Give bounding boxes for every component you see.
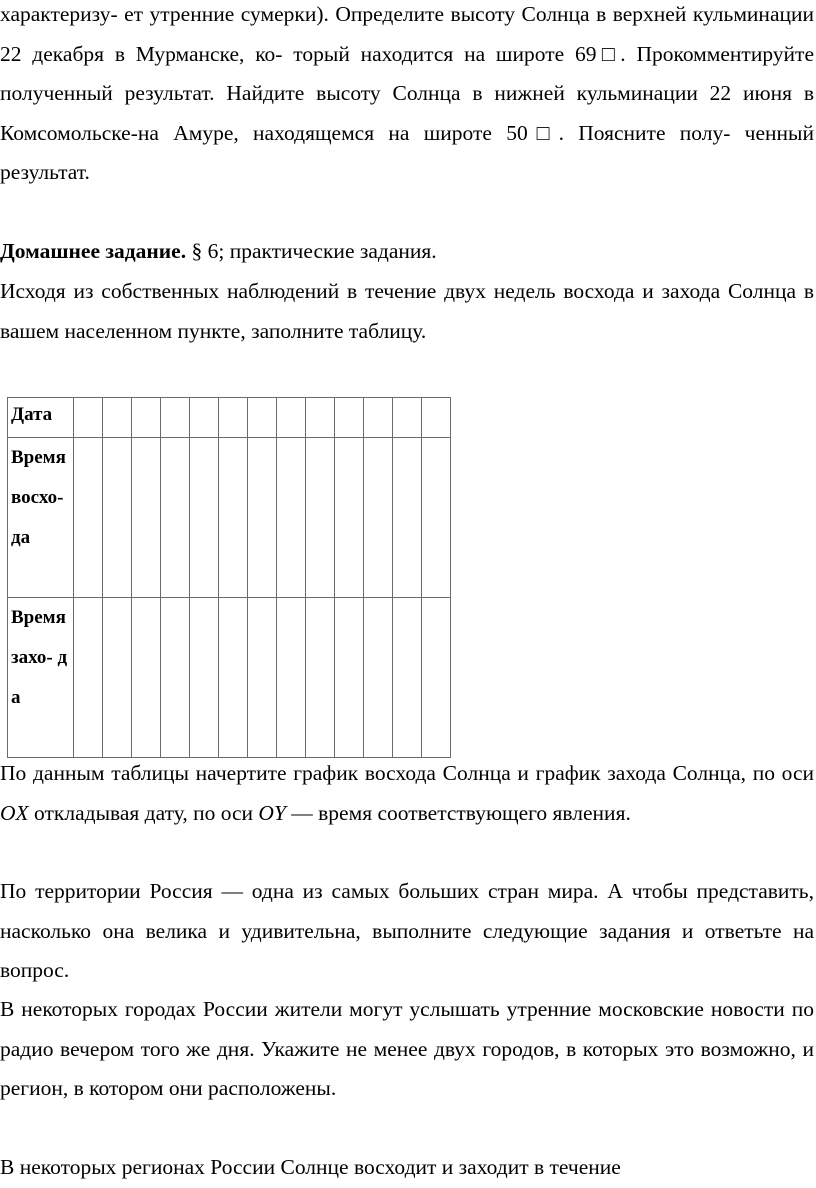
homework-text: § 6; практические задания. [186, 239, 437, 263]
table-cell[interactable] [364, 598, 393, 758]
table-cell[interactable] [190, 598, 219, 758]
table-cell[interactable] [393, 598, 422, 758]
table-row [8, 398, 451, 438]
table-cell[interactable] [103, 598, 132, 758]
table-cell[interactable] [277, 398, 306, 438]
table-cell[interactable] [277, 598, 306, 758]
task-paragraph: характеризу- ет утренние сумерки). Определите высоту Солнца в верхней кульминации 22 декабря в Мурманске, ко- торый находится на широте 69□. Прокомментируйте полученный результат. Найдите высоту Солнца в нижней кульминации 22 июня в Комсомольске-на Амуре, находящемся на широте 50□. Поясните полу- ченный результат. [0, 2, 814, 184]
table-cell[interactable] [277, 438, 306, 598]
graph-text-1: По данным таблицы начертите график восхода Солнца и график захода Солнца, по оси [0, 761, 814, 785]
table-cell[interactable] [422, 438, 451, 598]
axis-oy: OY [258, 800, 286, 825]
instruction-paragraph: Исходя из собственных наблюдений в течение двух недель восхода и захода Солнца в вашем населенном пункте, заполните таблицу. [0, 279, 814, 343]
table-row [8, 598, 451, 758]
table-cell[interactable] [306, 438, 335, 598]
table-cell[interactable] [190, 398, 219, 438]
homework-label: Домашнее задание. [0, 239, 187, 263]
homework-paragraph [0, 232, 816, 272]
table-cell[interactable] [335, 398, 364, 438]
table-cell[interactable] [132, 438, 161, 598]
table-cell[interactable] [103, 398, 132, 438]
table-cell[interactable] [248, 398, 277, 438]
table-cell[interactable] [161, 398, 190, 438]
table-cell[interactable] [132, 598, 161, 758]
table-cell[interactable] [161, 438, 190, 598]
regions-paragraph: В некоторых регионах России Солнце восходит и заходит в течение [0, 1155, 621, 1179]
graph-paragraph [0, 754, 816, 833]
table-cell[interactable] [306, 398, 335, 438]
cities-paragraph: В некоторых городах России жители могут услышать утренние московские новости по радио вечером того же дня. Укажите не менее двух городов, в которых это возможно, и регион, в котором они расположены. [0, 997, 814, 1100]
axis-ox: OX [0, 800, 29, 825]
table-cell[interactable] [248, 598, 277, 758]
table-cell[interactable] [219, 598, 248, 758]
table-cell[interactable] [422, 598, 451, 758]
graph-text-2: откладывая дату, по оси [28, 800, 259, 825]
row-header-date: Дата [8, 398, 74, 438]
table-row [8, 438, 451, 598]
table-cell[interactable] [219, 438, 248, 598]
row-header-sunrise: Время восхо- да [8, 438, 74, 598]
table-cell[interactable] [306, 598, 335, 758]
table-cell[interactable] [393, 438, 422, 598]
table-cell[interactable] [74, 398, 103, 438]
table-cell[interactable] [74, 598, 103, 758]
table-cell[interactable] [364, 398, 393, 438]
russia-paragraph: По территории Россия — одна из самых больших стран мира. А чтобы представить, насколько она велика и удивительна, выполните следующие задания и ответьте на вопрос. [0, 879, 814, 982]
table-cell[interactable] [190, 438, 219, 598]
table-cell[interactable] [161, 598, 190, 758]
row-header-sunset: Время захо- да [8, 598, 74, 758]
table-cell[interactable] [422, 398, 451, 438]
table-cell[interactable] [132, 398, 161, 438]
table-cell[interactable] [74, 438, 103, 598]
observation-table [7, 397, 451, 758]
table-cell[interactable] [335, 598, 364, 758]
table-cell[interactable] [364, 438, 393, 598]
table-cell[interactable] [393, 398, 422, 438]
graph-text-3: — время соответствующего явления. [285, 800, 631, 825]
table-cell[interactable] [219, 398, 248, 438]
table-cell[interactable] [103, 438, 132, 598]
table-cell[interactable] [248, 438, 277, 598]
table-cell[interactable] [335, 438, 364, 598]
